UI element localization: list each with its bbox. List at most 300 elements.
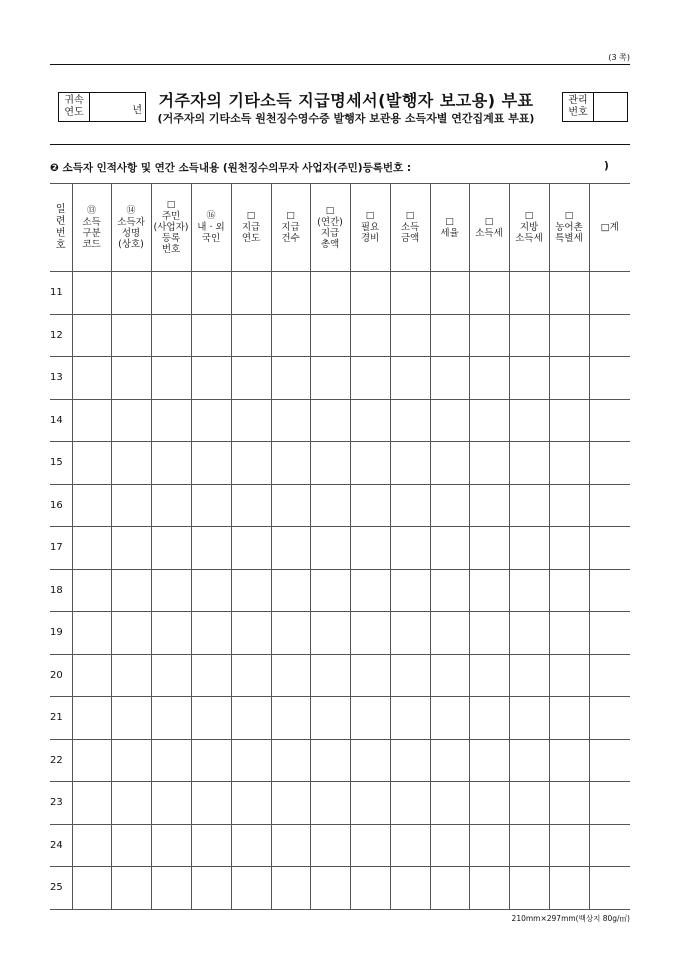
- column-label: 주민 (사업자) 등록 번호: [153, 211, 189, 255]
- table-cell[interactable]: [390, 357, 430, 400]
- table-cell[interactable]: [231, 612, 271, 655]
- table-cell[interactable]: [310, 484, 350, 527]
- column-label: 소득자 성명 (상호): [117, 216, 145, 250]
- table-cell[interactable]: [191, 399, 231, 442]
- table-cell[interactable]: [310, 697, 350, 740]
- column-header-0: [50, 184, 72, 272]
- table-cell[interactable]: [310, 442, 350, 485]
- table-cell[interactable]: [111, 527, 151, 570]
- table-cell[interactable]: [350, 527, 390, 570]
- table-cell[interactable]: [509, 314, 549, 357]
- table-cell[interactable]: [589, 314, 630, 357]
- table-cell[interactable]: [72, 484, 111, 527]
- table-cell[interactable]: [271, 824, 310, 867]
- table-cell[interactable]: [310, 654, 350, 697]
- row-number: 11: [50, 272, 72, 315]
- table-cell[interactable]: [509, 569, 549, 612]
- column-label: 농어촌 특별세: [555, 222, 583, 244]
- table-cell[interactable]: [549, 782, 589, 825]
- table-cell[interactable]: [72, 272, 111, 315]
- table-cell[interactable]: [151, 569, 191, 612]
- table-cell[interactable]: [469, 527, 509, 570]
- table-cell[interactable]: [271, 569, 310, 612]
- table-cell[interactable]: [72, 527, 111, 570]
- table-cell[interactable]: [151, 739, 191, 782]
- table-cell[interactable]: [509, 654, 549, 697]
- table-cell[interactable]: [549, 697, 589, 740]
- table-cell[interactable]: [271, 484, 310, 527]
- table-cell[interactable]: [151, 442, 191, 485]
- table-cell[interactable]: [191, 357, 231, 400]
- row-number: 18: [50, 569, 72, 612]
- table-cell[interactable]: [549, 442, 589, 485]
- row-number: 23: [50, 782, 72, 825]
- table-cell[interactable]: [390, 399, 430, 442]
- table-row: [50, 739, 630, 782]
- row-number: 24: [50, 824, 72, 867]
- table-cell[interactable]: [350, 824, 390, 867]
- table-cell[interactable]: [469, 569, 509, 612]
- year-label: 귀속 연도: [59, 93, 90, 121]
- table-cell[interactable]: [469, 782, 509, 825]
- table-cell[interactable]: [231, 739, 271, 782]
- table-cell[interactable]: [589, 484, 630, 527]
- table-row: [50, 569, 630, 612]
- section-heading: [50, 160, 630, 175]
- table-cell[interactable]: [390, 612, 430, 655]
- column-header-10: [430, 184, 469, 272]
- table-cell[interactable]: [310, 612, 350, 655]
- column-header-2: [111, 184, 151, 272]
- table-cell[interactable]: [310, 867, 350, 910]
- table-cell[interactable]: [231, 399, 271, 442]
- table-cell[interactable]: [509, 484, 549, 527]
- table-cell[interactable]: [191, 527, 231, 570]
- column-header-6: [271, 184, 310, 272]
- table-row: [50, 654, 630, 697]
- table-row: [50, 612, 630, 655]
- table-cell[interactable]: [350, 569, 390, 612]
- table-cell[interactable]: [271, 867, 310, 910]
- column-mark: ⑬: [86, 205, 96, 216]
- table-cell[interactable]: [549, 399, 589, 442]
- table-cell[interactable]: [72, 569, 111, 612]
- table-cell[interactable]: [271, 272, 310, 315]
- column-header-5: [231, 184, 271, 272]
- row-number: 17: [50, 527, 72, 570]
- table-row: [50, 697, 630, 740]
- column-header-1: [72, 184, 111, 272]
- column-label: 지급 건수: [281, 222, 300, 244]
- paper-spec: 210mm×297mm(백상지 80g/㎡): [511, 914, 630, 923]
- row-number: 16: [50, 484, 72, 527]
- table-cell[interactable]: [72, 697, 111, 740]
- table-cell[interactable]: [469, 697, 509, 740]
- table-cell[interactable]: [430, 484, 469, 527]
- column-label: 소득 구분 코드: [82, 216, 101, 250]
- table-cell[interactable]: [430, 527, 469, 570]
- form-subtitle: (거주자의 기타소득 원천징수영수증 발행자 보관용 소득자별 연간집계표 부표): [157, 112, 535, 125]
- table-cell[interactable]: [350, 612, 390, 655]
- column-label: 소득세: [475, 227, 503, 239]
- table-cell[interactable]: [430, 442, 469, 485]
- table-cell[interactable]: [390, 867, 430, 910]
- table-cell[interactable]: [191, 654, 231, 697]
- column-label: 필요 경비: [360, 222, 380, 244]
- year-unit: 년: [132, 105, 142, 116]
- column-mark: □: [445, 216, 454, 227]
- table-cell[interactable]: [151, 484, 191, 527]
- table-cell[interactable]: [589, 442, 630, 485]
- table-cell[interactable]: [271, 739, 310, 782]
- column-mark: □: [564, 211, 574, 221]
- table-cell[interactable]: [310, 399, 350, 442]
- table-cell[interactable]: [111, 569, 151, 612]
- section-heading-close: ): [604, 160, 609, 172]
- form-title: 거주자의 기타소득 지급명세서(발행자 보고용) 부표: [158, 91, 534, 110]
- row-number: 15: [50, 442, 72, 485]
- table-cell[interactable]: [151, 399, 191, 442]
- table-cell[interactable]: [589, 272, 630, 315]
- column-header-13: [549, 184, 589, 272]
- table-cell[interactable]: [549, 867, 589, 910]
- table-cell[interactable]: [191, 569, 231, 612]
- table-cell[interactable]: [191, 782, 231, 825]
- table-cell[interactable]: [390, 697, 430, 740]
- table-cell[interactable]: [151, 527, 191, 570]
- table-cell[interactable]: [191, 824, 231, 867]
- table-cell[interactable]: [310, 782, 350, 825]
- table-cell[interactable]: [111, 399, 151, 442]
- table-row: [50, 782, 630, 825]
- table-cell[interactable]: [72, 739, 111, 782]
- table-row: [50, 442, 630, 485]
- table-cell[interactable]: [469, 824, 509, 867]
- column-label: □계: [600, 222, 619, 233]
- table-cell[interactable]: [111, 867, 151, 910]
- table-cell[interactable]: [350, 782, 390, 825]
- column-header-7: [310, 184, 350, 272]
- table-cell[interactable]: [231, 357, 271, 400]
- table-cell[interactable]: [390, 314, 430, 357]
- table-cell[interactable]: [390, 654, 430, 697]
- table-cell[interactable]: [271, 612, 310, 655]
- table-row: [50, 867, 630, 910]
- table-cell[interactable]: [231, 484, 271, 527]
- table-cell[interactable]: [191, 272, 231, 315]
- table-cell[interactable]: [549, 314, 589, 357]
- table-cell[interactable]: [231, 527, 271, 570]
- column-header-14: [589, 184, 630, 272]
- table-cell[interactable]: [151, 824, 191, 867]
- table-cell[interactable]: [589, 824, 630, 867]
- column-header-9: [390, 184, 430, 272]
- management-number-label: 관리 번호: [563, 93, 594, 121]
- table-cell[interactable]: [509, 272, 549, 315]
- column-mark: □: [405, 211, 415, 221]
- table-cell[interactable]: [430, 314, 469, 357]
- table-cell[interactable]: [271, 654, 310, 697]
- row-number: 25: [50, 867, 72, 910]
- table-row: [50, 357, 630, 400]
- table-cell[interactable]: [72, 357, 111, 400]
- table-cell[interactable]: [111, 272, 151, 315]
- column-label: 지급 연도: [241, 222, 261, 244]
- row-number: 14: [50, 399, 72, 442]
- table-cell[interactable]: [350, 399, 390, 442]
- table-cell[interactable]: [390, 272, 430, 315]
- column-label: 일 련 번 호: [55, 203, 66, 251]
- table-cell[interactable]: [72, 782, 111, 825]
- table-cell[interactable]: [231, 314, 271, 357]
- table-cell[interactable]: [72, 867, 111, 910]
- section-rule: [50, 144, 630, 145]
- row-number: 12: [50, 314, 72, 357]
- table-cell[interactable]: [72, 399, 111, 442]
- column-mark: □: [524, 211, 534, 221]
- table-cell[interactable]: [469, 654, 509, 697]
- table-cell[interactable]: [549, 484, 589, 527]
- column-header-11: [469, 184, 509, 272]
- table-cell[interactable]: [111, 824, 151, 867]
- table-row: [50, 824, 630, 867]
- table-cell[interactable]: [430, 399, 469, 442]
- table-cell[interactable]: [191, 739, 231, 782]
- table-cell[interactable]: [430, 739, 469, 782]
- table-cell[interactable]: [111, 612, 151, 655]
- column-label: 내 · 외 국인: [197, 222, 225, 244]
- table-cell[interactable]: [310, 314, 350, 357]
- table-cell[interactable]: [390, 442, 430, 485]
- table-cell[interactable]: [191, 442, 231, 485]
- table-cell[interactable]: [72, 314, 111, 357]
- table-cell[interactable]: [310, 824, 350, 867]
- table-cell[interactable]: [271, 782, 310, 825]
- table-cell[interactable]: [231, 569, 271, 612]
- table-cell[interactable]: [111, 442, 151, 485]
- column-mark: □: [365, 211, 375, 221]
- table-cell[interactable]: [549, 654, 589, 697]
- table-cell[interactable]: [589, 612, 630, 655]
- table-cell[interactable]: [469, 739, 509, 782]
- table-cell[interactable]: [271, 314, 310, 357]
- table-cell[interactable]: [469, 399, 509, 442]
- table-cell[interactable]: [151, 314, 191, 357]
- column-mark: ⑯: [206, 211, 216, 221]
- column-label: 세율: [440, 227, 459, 239]
- column-mark: □: [166, 200, 176, 210]
- table-cell[interactable]: [430, 357, 469, 400]
- table-cell[interactable]: [350, 314, 390, 357]
- table-cell[interactable]: [589, 527, 630, 570]
- income-table: [50, 183, 630, 910]
- table-cell[interactable]: [310, 739, 350, 782]
- column-mark: □: [246, 211, 256, 221]
- table-cell[interactable]: [350, 697, 390, 740]
- table-cell[interactable]: [271, 399, 310, 442]
- column-label: 소득 금액: [400, 222, 420, 244]
- table-cell[interactable]: [111, 314, 151, 357]
- table-row: [50, 272, 630, 315]
- column-mark: □: [325, 205, 335, 216]
- top-rule: [50, 64, 630, 65]
- table-cell[interactable]: [509, 824, 549, 867]
- table-cell[interactable]: [111, 654, 151, 697]
- table-cell[interactable]: [509, 782, 549, 825]
- table-cell[interactable]: [231, 824, 271, 867]
- table-cell[interactable]: [430, 612, 469, 655]
- table-row: [50, 484, 630, 527]
- table-cell[interactable]: [191, 612, 231, 655]
- table-cell[interactable]: [310, 569, 350, 612]
- table-cell[interactable]: [350, 867, 390, 910]
- table-row: [50, 314, 630, 357]
- table-cell[interactable]: [350, 484, 390, 527]
- table-cell[interactable]: [231, 654, 271, 697]
- table-cell[interactable]: [271, 357, 310, 400]
- table-cell[interactable]: [111, 739, 151, 782]
- table-cell[interactable]: [72, 442, 111, 485]
- form-header: [50, 88, 630, 132]
- table-cell[interactable]: [151, 867, 191, 910]
- table-cell[interactable]: [350, 357, 390, 400]
- column-mark: □: [286, 211, 295, 221]
- table-cell[interactable]: [271, 442, 310, 485]
- table-cell[interactable]: [589, 697, 630, 740]
- column-label: 지방 소득세: [515, 222, 543, 244]
- management-number-box: [562, 92, 628, 122]
- table-cell[interactable]: [350, 739, 390, 782]
- table-cell[interactable]: [430, 867, 469, 910]
- table-cell[interactable]: [151, 782, 191, 825]
- table-cell[interactable]: [589, 867, 630, 910]
- table-cell[interactable]: [390, 569, 430, 612]
- table-cell[interactable]: [390, 527, 430, 570]
- management-number-input[interactable]: [594, 93, 627, 121]
- table-cell[interactable]: [390, 782, 430, 825]
- table-cell[interactable]: [350, 272, 390, 315]
- column-mark: □: [484, 216, 494, 227]
- table-cell[interactable]: [111, 697, 151, 740]
- table-cell[interactable]: [469, 867, 509, 910]
- table-cell[interactable]: [509, 697, 549, 740]
- column-header-8: [350, 184, 390, 272]
- table-cell[interactable]: [469, 314, 509, 357]
- table-cell[interactable]: [589, 357, 630, 400]
- table-cell[interactable]: [151, 357, 191, 400]
- column-header-3: [151, 184, 191, 272]
- table-cell[interactable]: [72, 824, 111, 867]
- table-cell[interactable]: [310, 527, 350, 570]
- table-cell[interactable]: [549, 824, 589, 867]
- table-cell[interactable]: [549, 739, 589, 782]
- table-cell[interactable]: [191, 697, 231, 740]
- table-cell[interactable]: [430, 272, 469, 315]
- row-number: 21: [50, 697, 72, 740]
- table-cell[interactable]: [509, 357, 549, 400]
- table-cell[interactable]: [231, 867, 271, 910]
- table-cell[interactable]: [151, 697, 191, 740]
- table-cell[interactable]: [271, 697, 310, 740]
- row-number: 20: [50, 654, 72, 697]
- table-row: [50, 527, 630, 570]
- table-cell[interactable]: [151, 272, 191, 315]
- column-header-4: [191, 184, 231, 272]
- table-cell[interactable]: [231, 697, 271, 740]
- table-cell[interactable]: [469, 484, 509, 527]
- table-cell[interactable]: [151, 654, 191, 697]
- table-cell[interactable]: [350, 654, 390, 697]
- row-number: 22: [50, 739, 72, 782]
- table-cell[interactable]: [111, 484, 151, 527]
- table-cell[interactable]: [271, 527, 310, 570]
- table-cell[interactable]: [111, 782, 151, 825]
- table-cell[interactable]: [390, 739, 430, 782]
- table-cell[interactable]: [549, 357, 589, 400]
- table-cell[interactable]: [509, 612, 549, 655]
- table-cell[interactable]: [151, 612, 191, 655]
- section-heading-text: ❷ 소득자 인적사항 및 연간 소득내용 (원천징수의무자 사업자(주민)등록번호 :: [50, 162, 412, 174]
- table-cell[interactable]: [72, 612, 111, 655]
- table-cell[interactable]: [589, 782, 630, 825]
- table-cell[interactable]: [231, 442, 271, 485]
- table-cell[interactable]: [390, 484, 430, 527]
- table-cell[interactable]: [549, 272, 589, 315]
- table-cell[interactable]: [469, 612, 509, 655]
- table-cell[interactable]: [549, 612, 589, 655]
- table-cell[interactable]: [231, 782, 271, 825]
- table-cell[interactable]: [430, 654, 469, 697]
- table-cell[interactable]: [231, 272, 271, 315]
- table-cell[interactable]: [191, 867, 231, 910]
- table-cell[interactable]: [350, 442, 390, 485]
- table-cell[interactable]: [549, 527, 589, 570]
- table-cell[interactable]: [549, 569, 589, 612]
- table-cell[interactable]: [430, 824, 469, 867]
- column-mark: ⑭: [126, 205, 136, 216]
- table-cell[interactable]: [430, 782, 469, 825]
- table-row: [50, 399, 630, 442]
- table-cell[interactable]: [509, 399, 549, 442]
- table-cell[interactable]: [310, 357, 350, 400]
- table-cell[interactable]: [589, 569, 630, 612]
- table-cell[interactable]: [589, 399, 630, 442]
- table-cell[interactable]: [191, 484, 231, 527]
- column-header-12: [509, 184, 549, 272]
- table-header-row: [50, 184, 630, 272]
- table-cell[interactable]: [191, 314, 231, 357]
- table-cell[interactable]: [390, 824, 430, 867]
- table-cell[interactable]: [589, 654, 630, 697]
- table-cell[interactable]: [469, 357, 509, 400]
- column-label: (연간) 지급 총액: [317, 216, 343, 250]
- table-cell[interactable]: [430, 569, 469, 612]
- table-cell[interactable]: [469, 442, 509, 485]
- table-cell[interactable]: [72, 654, 111, 697]
- row-number: 13: [50, 357, 72, 400]
- table-cell[interactable]: [310, 272, 350, 315]
- row-number: 19: [50, 612, 72, 655]
- table-cell[interactable]: [430, 697, 469, 740]
- table-cell[interactable]: [509, 527, 549, 570]
- table-cell[interactable]: [111, 357, 151, 400]
- table-cell[interactable]: [509, 739, 549, 782]
- table-cell[interactable]: [589, 739, 630, 782]
- table-cell[interactable]: [469, 272, 509, 315]
- table-cell[interactable]: [509, 867, 549, 910]
- table-cell[interactable]: [509, 442, 549, 485]
- page-number: (3 쪽): [608, 53, 630, 62]
